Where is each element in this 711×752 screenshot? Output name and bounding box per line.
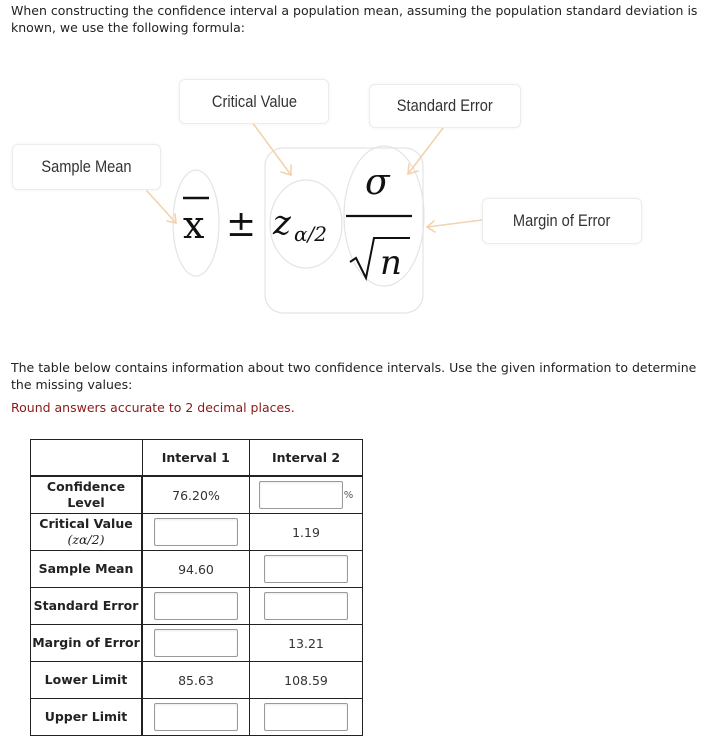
- interval2-upper-limit: [250, 699, 363, 736]
- margin-of-error-label: Margin of Error: [482, 198, 642, 244]
- margin-of-error-arrow: [427, 220, 482, 227]
- interval1-standard-error-input[interactable]: [154, 592, 238, 620]
- interval1-standard-error: [142, 588, 250, 625]
- interval1-upper-limit-input[interactable]: [154, 703, 238, 731]
- interval2-upper-limit-input[interactable]: [264, 703, 348, 731]
- row-label-standard-error: Standard Error: [31, 588, 143, 625]
- sigma-symbol: σ: [365, 162, 390, 203]
- interval1-confidence-level: 76.20%: [142, 476, 250, 514]
- interval1-margin-of-error: [142, 625, 250, 662]
- interval2-sample-mean-input[interactable]: [264, 555, 348, 583]
- row-label-sample-mean: Sample Mean: [31, 551, 143, 588]
- plus-minus-symbol: ±: [226, 204, 257, 245]
- interval2-standard-error-input[interactable]: [264, 592, 348, 620]
- table-corner-cell: [31, 440, 143, 477]
- z-symbol: z: [273, 203, 291, 243]
- interval1-critical-value: [142, 514, 250, 551]
- row-confidence-level: [31, 476, 363, 514]
- intro-text: When constructing the confidence interval a population mean, assuming the population standard deviation is known, we use the following formula:: [11, 3, 698, 35]
- instructions-text: The table below contains information about two confidence intervals. Use the given information to determine the missing values:: [11, 360, 697, 392]
- header-interval-1: Interval 1: [142, 440, 250, 477]
- formula-graphic: [0, 70, 711, 320]
- confidence-interval-table: [30, 439, 363, 736]
- row-label-confidence-level: Confidence Level: [31, 476, 143, 514]
- xbar-symbol: x: [183, 203, 205, 247]
- sample-mean-label: Sample Mean: [12, 144, 161, 190]
- row-label-margin-of-error: Margin of Error: [31, 625, 143, 662]
- row-lower-limit: [31, 662, 363, 699]
- interval2-lower-limit: 108.59: [250, 662, 363, 699]
- row-label-upper-limit: Upper Limit: [31, 699, 143, 736]
- row-label-critical-value: Critical Value (zα/2): [31, 514, 143, 551]
- standard-error-label: Standard Error: [369, 84, 521, 128]
- formula-diagram: [0, 70, 711, 320]
- critical-value-notation: (zα/2): [67, 532, 105, 547]
- sample-mean-arrow: [147, 191, 176, 223]
- interval1-critical-value-input[interactable]: [154, 518, 238, 546]
- percent-unit: %: [343, 489, 354, 501]
- table-header-row: [31, 440, 363, 477]
- row-sample-mean: [31, 551, 363, 588]
- interval1-margin-of-error-input[interactable]: [154, 629, 238, 657]
- row-label-lower-limit: Lower Limit: [31, 662, 143, 699]
- interval2-standard-error: [250, 588, 363, 625]
- interval2-sample-mean: [250, 551, 363, 588]
- row-margin-of-error: [31, 625, 363, 662]
- interval2-critical-value: 1.19: [250, 514, 363, 551]
- interval2-confidence-level-input[interactable]: [259, 481, 343, 509]
- rounding-note: Round answers accurate to 2 decimal places.: [11, 400, 295, 415]
- row-critical-value: [31, 514, 363, 551]
- critical-value-label: Critical Value: [179, 79, 329, 124]
- interval1-lower-limit: 85.63: [142, 662, 250, 699]
- interval2-confidence-level: [250, 476, 363, 514]
- standard-error-arrow: [408, 128, 443, 174]
- interval2-margin-of-error: 13.21: [250, 625, 363, 662]
- n-symbol: n: [380, 243, 402, 283]
- row-upper-limit: [31, 699, 363, 736]
- row-standard-error: [31, 588, 363, 625]
- z-subscript: α/2: [294, 222, 327, 246]
- interval1-upper-limit: [142, 699, 250, 736]
- interval1-sample-mean: 94.60: [142, 551, 250, 588]
- header-interval-2: Interval 2: [250, 440, 363, 477]
